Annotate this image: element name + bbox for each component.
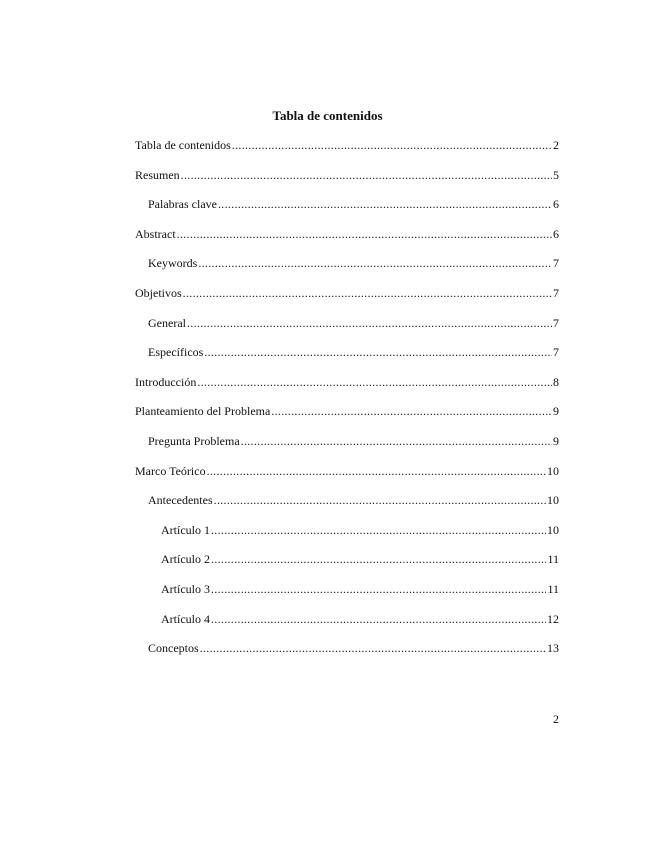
page-title: Tabla de contenidos [272,108,383,123]
toc-entry[interactable] [135,404,559,434]
toc-dot-leader [211,523,546,538]
toc-dot-leader [218,197,552,212]
toc-dot-leader [211,612,546,627]
toc-entry[interactable] [135,168,559,198]
toc-entry-label: Pregunta Problema [148,433,240,448]
toc-dot-leader [181,168,552,183]
toc-entry-label: Marco Teórico [135,463,206,478]
toc-entry[interactable] [135,612,559,642]
toc-entry[interactable] [135,641,559,671]
toc-entry-page: 10 [547,522,559,537]
toc-entry-label: Resumen [135,167,180,182]
toc-entry-page: 5 [553,167,559,182]
toc-entry-label: Abstract [135,226,176,241]
toc-dot-leader [207,464,546,479]
toc-dot-leader [187,316,552,331]
toc-entry-label: Específicos [148,345,204,360]
toc-entry-page: 6 [553,226,559,241]
toc-entry[interactable] [135,345,559,375]
toc-dot-leader [197,375,552,390]
toc-entry-label: Artículo 1 [161,522,210,537]
toc-entry[interactable] [135,197,559,227]
toc-entry[interactable] [135,256,559,286]
toc-entry-page: 8 [553,374,559,389]
toc-dot-leader [211,582,546,597]
toc-dot-leader [271,404,552,419]
toc-entry[interactable] [135,464,559,494]
toc-entry-label: Artículo 2 [161,552,210,567]
toc-dot-leader [211,552,546,567]
toc-entry-page: 10 [547,493,559,508]
toc-entry-label: General [148,315,186,330]
toc-entry-label: Keywords [148,256,198,271]
toc-entry-page: 11 [547,552,559,567]
toc-entry-page: 7 [553,256,559,271]
toc-entry-page: 7 [553,345,559,360]
toc-entry[interactable] [135,316,559,346]
toc-entry[interactable] [135,434,559,464]
toc-entry-page: 9 [553,404,559,419]
toc-entry-page: 7 [553,315,559,330]
toc-entry-label: Planteamiento del Problema [135,404,271,419]
toc-entry-label: Palabras clave [148,197,217,212]
toc-entry-page: 13 [547,641,559,656]
toc-entry-page: 2 [553,138,559,152]
toc-dot-leader [177,227,552,242]
toc-dot-leader [200,641,546,656]
toc-entry-label: Conceptos [148,641,199,656]
toc-entry[interactable] [135,552,559,582]
toc-entry[interactable] [135,138,559,168]
toc-entry-page: 7 [553,285,559,300]
toc-entry-label: Artículo 4 [161,611,210,626]
toc-entry-page: 9 [553,433,559,448]
toc-entry-page: 11 [547,581,559,596]
toc-dot-leader [241,434,552,449]
toc-entry-page: 6 [553,197,559,212]
toc-dot-leader [183,286,552,301]
toc-entry-label: Artículo 3 [161,581,210,596]
page-number: 2 [553,712,559,726]
toc-dot-leader [232,138,552,153]
toc-entry[interactable] [135,286,559,316]
toc-entry[interactable] [135,493,559,523]
toc-entry-page: 12 [547,611,559,626]
table-of-contents [135,138,559,671]
toc-entry-page: 10 [547,463,559,478]
toc-dot-leader [204,345,552,360]
toc-entry[interactable] [135,375,559,405]
toc-entry-label: Introducción [135,374,197,389]
toc-entry-label: Antecedentes [148,493,213,508]
toc-entry[interactable] [135,582,559,612]
toc-entry-label: Objetivos [135,285,182,300]
toc-dot-leader [198,256,552,271]
toc-entry[interactable] [135,523,559,553]
toc-entry-label: Tabla de contenidos [135,138,231,152]
toc-entry[interactable] [135,227,559,257]
toc-dot-leader [214,493,546,508]
